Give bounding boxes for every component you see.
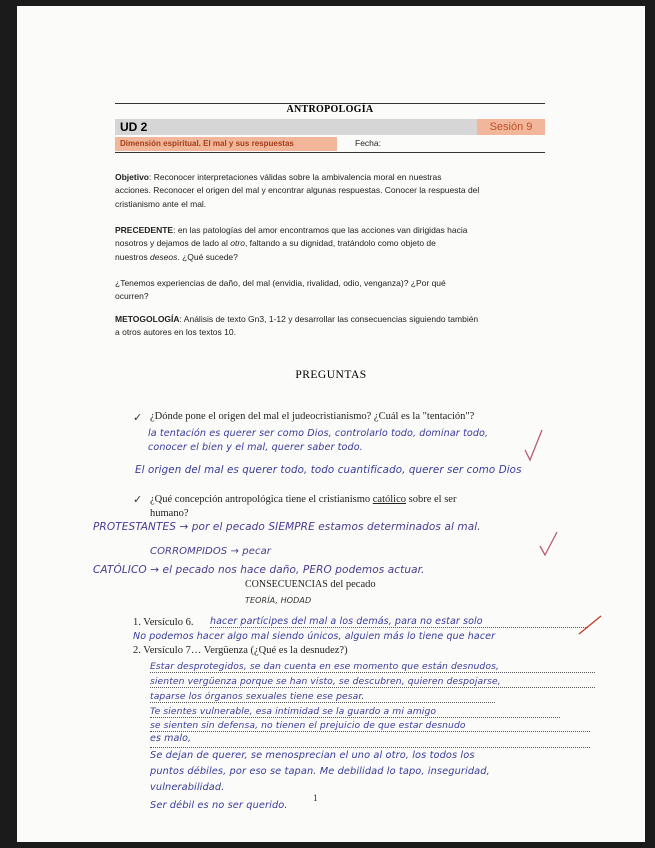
precedente-line-3b: . ¿Qué sucede? (177, 251, 238, 262)
experiencias-line-2: ocurren? (115, 291, 149, 302)
versiculo-7-answer-10: Ser débil es no ser querido. (150, 800, 288, 811)
question-1: ¿Dónde pone el origen del mal el judeocristianismo? ¿Cuál es la "tentación"? (150, 411, 475, 422)
consecuencias-heading-rest: del pecado (327, 579, 376, 590)
versiculo-7-answer-5: se sienten sin defensa, no tienen el prejuicio de que estar desnudo (150, 720, 590, 732)
versiculo-6-answer-2: No podemos hacer algo mal siendo únicos, alguien más lo tiene que hacer (133, 631, 496, 642)
versiculo-7-answer-4: Te sientes vulnerable, esa intimidad se la guardo a mi amigo (150, 706, 560, 718)
unit-label: UD 2 (120, 120, 148, 134)
session-badge: Sesión 9 (477, 119, 545, 135)
checkmark-icon: ✓ (133, 494, 143, 506)
precedente-paragraph (115, 224, 545, 264)
versiculo-7-label: 2. Versículo 7… Vergüenza (¿Qué es la desnudez?) (133, 645, 348, 656)
precedente-line-2a: nosotros y dejamos de lado al (115, 238, 231, 249)
precedente-otro: otro (230, 238, 245, 249)
objetivo-line-2: acciones. Reconocer el origen del mal y encontrar algunas respuestas. Conocer la respuesta del (115, 185, 480, 196)
consecuencias-heading (245, 579, 376, 590)
consecuencias-heading-caps: CONSECUENCIAS (245, 579, 328, 590)
page-number: 1 (313, 793, 318, 803)
metodologia-line-2: a otros autores en los textos 10. (115, 327, 236, 338)
metodologia-paragraph (115, 313, 545, 340)
experiencias-line-1: ¿Tenemos experiencias de daño, del mal (envidia, rivalidad, odio, venganza)? ¿Por qué (115, 278, 446, 288)
question-2-part-a: ¿Qué concepción antropológica tiene el cristianismo (150, 494, 373, 505)
checkmark-icon: ✓ (133, 412, 143, 424)
header-bottom-rule (115, 152, 545, 153)
consecuencias-note: TEORÍA, HODAD (245, 596, 312, 605)
precedente-line-3a: nuestros (115, 251, 150, 262)
experiencias-paragraph (115, 277, 545, 304)
question-2-catolico: católico (372, 494, 406, 505)
preguntas-heading: PREGUNTAS (295, 369, 367, 381)
precedente-deseos: deseos (149, 251, 178, 262)
metodologia-label: METOGOLOGÍA (115, 314, 180, 324)
question-2 (150, 493, 456, 521)
versiculo-7-answer-1: Estar desprotegidos, se dan cuenta en ese momento que están desnudos, (150, 661, 595, 673)
q1-answer-line-3: El origen del mal es querer todo, todo cuantificado, querer ser como Dios (135, 464, 522, 476)
versiculo-7-answer-8: puntos débiles, por eso se tapan. Me debilidad lo tapo, inseguridad, (150, 766, 490, 777)
precedente-line-1: : en las patologías del amor encontramos que las acciones van dirigidas hacia (173, 225, 468, 235)
versiculo-7-answer-6: es malo, (150, 733, 192, 744)
precedente-line-2b: , faltando a su dignidad, tratándolo como objeto de (244, 238, 436, 249)
objetivo-label: Objetivo (115, 172, 150, 182)
q2-answer-catolico: CATÓLICO → el pecado nos hace daño, PERO podemos actuar. (93, 564, 425, 576)
versiculo-7-answer-2: sienten vergüenza porque se han visto, se descubren, quieren despojarse, (150, 676, 595, 688)
correction-check-1 (522, 428, 544, 464)
objetivo-line-3: cristianismo ante el mal. (115, 198, 207, 209)
correction-mark-3 (577, 612, 603, 638)
objetivo-line-1: : Reconocer interpretaciones válidas sobre la ambivalencia moral en nuestras (149, 172, 442, 182)
dotted-rule (150, 747, 590, 748)
versiculo-6-answer: hacer partícipes del mal a los demás, para no estar solo (210, 616, 588, 628)
document-page (17, 6, 645, 842)
versiculo-7-answer-3: taparse los órganos sexuales tiene ese pesar. (150, 691, 495, 703)
versiculo-7-answer-7: Se dejan de querer, se menosprecian el uno al otro, los todos los (150, 750, 475, 761)
page-title: ANTROPOLOGÍA (286, 104, 374, 115)
metodologia-line-1: : Análisis de texto Gn3, 1-12 y desarrollar las consecuencias siguiendo también (179, 314, 479, 324)
precedente-label: PRECEDENTE (115, 225, 174, 235)
versiculo-7-answer-9: vulnerabilidad. (150, 782, 225, 793)
q2-answer-protestantes: PROTESTANTES → por el pecado SIEMPRE estamos determinados al mal. (93, 521, 481, 533)
versiculo-6-label: 1. Versículo 6. (133, 617, 194, 628)
date-label: Fecha: (355, 138, 381, 148)
question-2-part-b: sobre el ser (406, 494, 457, 505)
objetivo-paragraph (115, 171, 545, 211)
q1-answer-line-1: la tentación es querer ser como Dios, controlarlo todo, dominar todo, (148, 428, 489, 439)
correction-check-2 (537, 530, 559, 558)
topic-label: Dimensión espiritual. El mal y sus respuestas (115, 137, 337, 151)
question-2-line-2: humano? (150, 508, 189, 519)
q2-answer-corrompidos: CORROMPIDOS → pecar (150, 546, 272, 557)
q1-answer-line-2: conocer el bien y el mal, querer saber todo. (148, 442, 363, 453)
